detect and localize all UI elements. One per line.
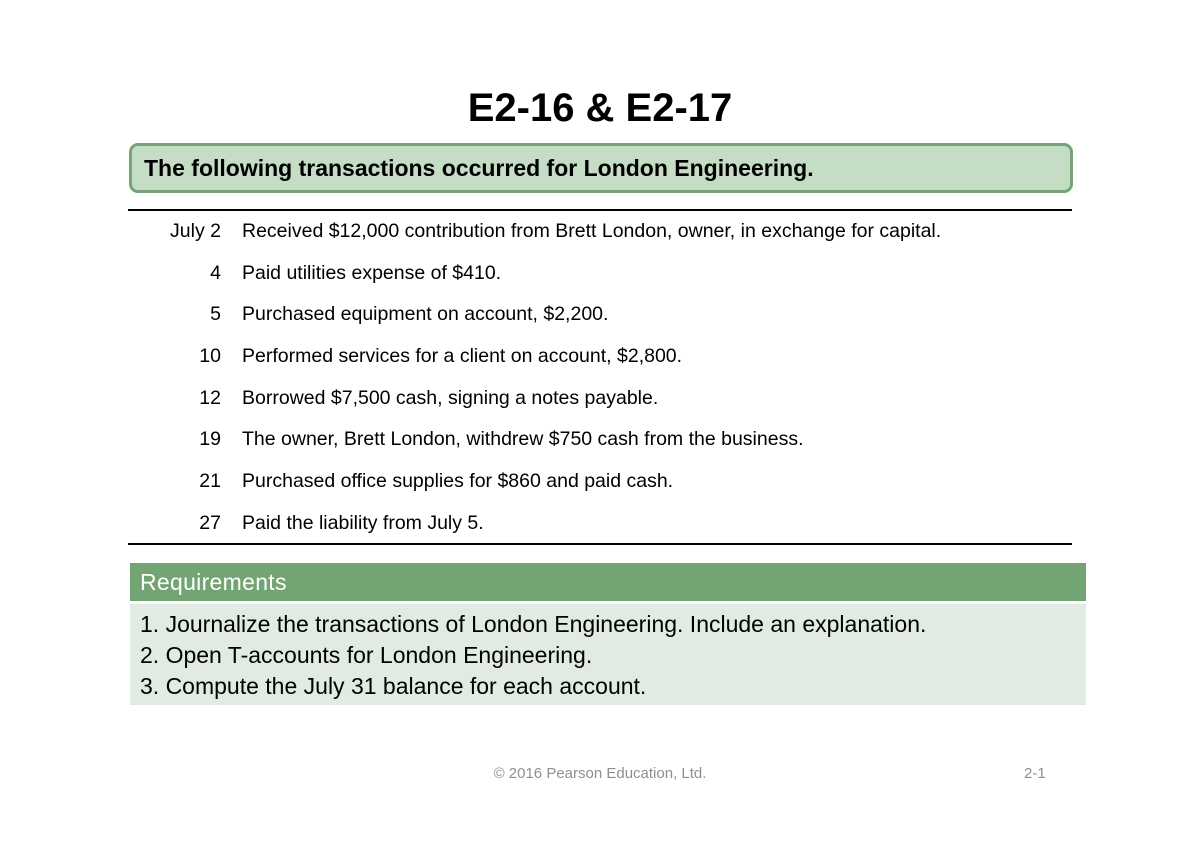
intro-banner — [129, 143, 1073, 193]
requirements-list — [140, 609, 926, 702]
transaction-date: 27 — [199, 511, 221, 534]
transaction-row — [128, 464, 1072, 506]
transaction-description: Purchased equipment on account, $2,200. — [242, 303, 609, 326]
requirement-item: 2. Open T-accounts for London Engineering. — [140, 642, 593, 668]
table-top-rule — [128, 209, 1072, 211]
table-bottom-rule — [128, 543, 1072, 545]
transaction-description: Purchased office supplies for $860 and paid cash. — [242, 470, 674, 493]
transaction-description: Performed services for a client on account, $2,800. — [242, 345, 683, 368]
footer-page-number: 2-1 — [1024, 765, 1046, 782]
transaction-description: Received $12,000 contribution from Brett London, owner, in exchange for capital. — [242, 220, 942, 242]
transaction-row — [128, 381, 1072, 423]
transaction-row — [128, 422, 1072, 464]
slide-title: E2-16 & E2-17 — [467, 86, 733, 130]
transaction-date: 19 — [199, 428, 221, 451]
transaction-description: The owner, Brett London, withdrew $750 cash from the business. — [242, 428, 804, 451]
transaction-date: 4 — [210, 261, 221, 284]
transaction-description: Paid the liability from July 5. — [242, 511, 484, 534]
transaction-date: 21 — [199, 470, 221, 493]
transaction-row — [128, 214, 1072, 256]
transaction-description: Paid utilities expense of $410. — [242, 261, 502, 284]
requirement-item: 1. Journalize the transactions of London Engineering. Include an explanation. — [140, 611, 927, 637]
transaction-row — [128, 506, 1072, 548]
transaction-date: July 2 — [170, 220, 221, 242]
transaction-date: 12 — [199, 386, 221, 409]
requirements-heading: Requirements — [140, 569, 287, 595]
transaction-row — [128, 297, 1072, 339]
transaction-row — [128, 339, 1072, 381]
requirements-body — [130, 604, 1086, 705]
requirement-item: 3. Compute the July 31 balance for each account. — [140, 673, 647, 699]
transaction-date: 10 — [199, 345, 221, 368]
transaction-row — [128, 256, 1072, 298]
transaction-date: 5 — [210, 303, 221, 326]
transactions-list — [128, 214, 1072, 548]
transaction-description: Borrowed $7,500 cash, signing a notes payable. — [242, 386, 659, 409]
intro-text: The following transactions occurred for London Engineering. — [144, 155, 814, 181]
footer-copyright: © 2016 Pearson Education, Ltd. — [493, 765, 707, 782]
requirements-header — [130, 563, 1086, 601]
